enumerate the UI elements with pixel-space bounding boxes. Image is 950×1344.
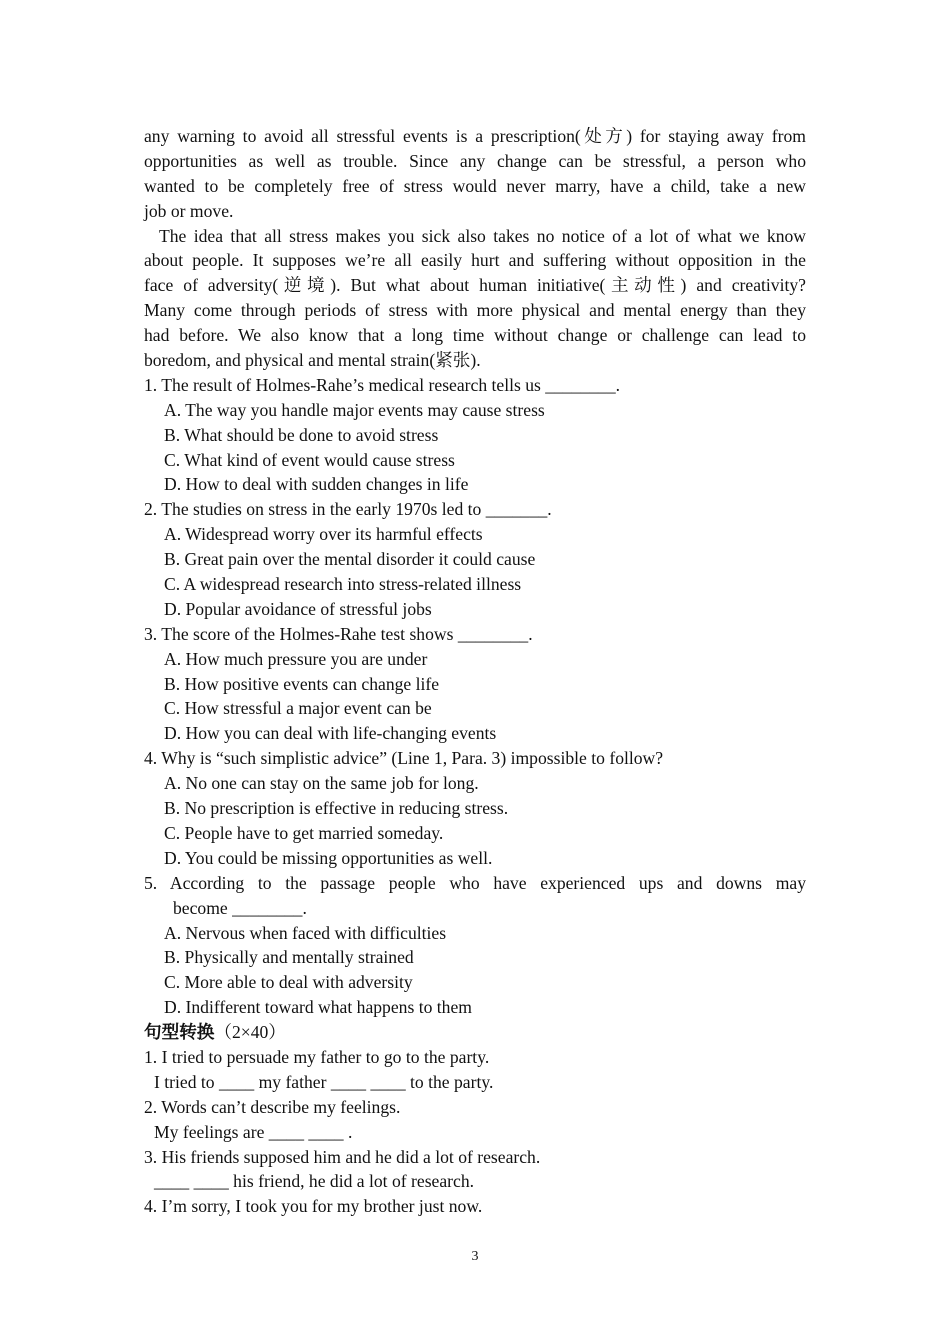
option-b: B. Physically and mentally strained (164, 947, 414, 968)
option-a: A. No one can stay on the same job for long. (164, 773, 479, 794)
section-heading (144, 1020, 806, 1045)
option-d: D. How you can deal with life-changing events (164, 723, 497, 744)
original-sentence: 1. I tried to persuade my father to go to the party. (144, 1046, 490, 1067)
passage-line: The idea that all stress makes you sick also takes no notice of a lot of what we know (159, 225, 806, 246)
rewrite-sentence: My feelings are ____ ____ . (154, 1121, 353, 1142)
option-c: C. More able to deal with adversity (164, 972, 413, 993)
option-b: B. How positive events can change life (164, 673, 440, 694)
passage-line: Many come through periods of stress with more physical and mental energy than they (144, 300, 806, 321)
question-4 (144, 746, 806, 870)
transform-3 (144, 1145, 806, 1195)
option-d: D. Popular avoidance of stressful jobs (164, 598, 432, 619)
option-a: A. The way you handle major events may cause stress (164, 399, 545, 420)
option-c: C. What kind of event would cause stress (164, 449, 455, 470)
question-3 (144, 622, 806, 746)
transform-4 (144, 1194, 806, 1219)
document-page (144, 124, 806, 1219)
option-c: C. People have to get married someday. (164, 822, 444, 843)
option-a: A. Nervous when faced with difficulties (164, 922, 447, 943)
passage (144, 124, 806, 373)
passage-line: wanted to be completely free of stress would never marry, have a child, take a new (144, 175, 806, 196)
option-b: B. What should be done to avoid stress (164, 424, 439, 445)
option-d: D. You could be missing opportunities as well. (164, 847, 493, 868)
passage-line: opportunities as well as trouble. Since any change can be stressful, a person who (144, 150, 806, 171)
passage-line: face of adversity(逆境). But what about human initiative(主动性) and creativity? (144, 275, 806, 296)
option-b: B. No prescription is effective in reducing stress. (164, 798, 509, 819)
section-title: 句型转换 (144, 1022, 215, 1043)
question-2 (144, 497, 806, 621)
rewrite-sentence: ____ ____ his friend, he did a lot of research. (154, 1171, 475, 1192)
page-number: 3 (471, 1249, 479, 1264)
option-c: C. How stressful a major event can be (164, 698, 432, 719)
original-sentence: 4. I’m sorry, I took you for my brother just now. (144, 1196, 483, 1217)
original-sentence: 2. Words can’t describe my feelings. (144, 1096, 401, 1117)
transform-1 (144, 1045, 806, 1095)
question-stem: 5. According to the passage people who have experienced ups and downs may (144, 872, 806, 893)
passage-line: job or move. (144, 200, 234, 221)
option-d: D. Indifferent toward what happens to them (164, 997, 472, 1018)
option-a: A. How much pressure you are under (164, 648, 428, 669)
transform-2 (144, 1095, 806, 1145)
question-stem-continuation: become ________. (173, 897, 307, 918)
passage-line: any warning to avoid all stressful events is a prescription(处方) for staying away from (144, 126, 806, 146)
question-stem: 4. Why is “such simplistic advice” (Line 1, Para. 3) impossible to follow? (144, 748, 664, 769)
rewrite-sentence: I tried to ____ my father ____ ____ to the party. (154, 1071, 494, 1092)
section-score: （2×40） (214, 1022, 286, 1043)
option-b: B. Great pain over the mental disorder it could cause (164, 549, 536, 570)
question-5 (144, 871, 806, 1020)
passage-line: boredom, and physical and mental strain(紧张). (144, 350, 481, 371)
question-stem: 2. The studies on stress in the early 1970s led to _______. (144, 499, 552, 520)
passage-line: had before. We also know that a long time without change or challenge can lead to (144, 325, 806, 346)
original-sentence: 3. His friends supposed him and he did a lot of research. (144, 1146, 541, 1167)
question-stem: 1. The result of Holmes-Rahe’s medical research tells us ________. (144, 374, 621, 395)
passage-line: about people. It supposes we’re all easily hurt and suffering without opposition in the (144, 250, 806, 271)
option-c: C. A widespread research into stress-related illness (164, 574, 522, 595)
question-stem: 3. The score of the Holmes-Rahe test shows ________. (144, 623, 533, 644)
question-1 (144, 373, 806, 497)
option-a: A. Widespread worry over its harmful effects (164, 524, 483, 545)
option-d: D. How to deal with sudden changes in life (164, 474, 469, 495)
